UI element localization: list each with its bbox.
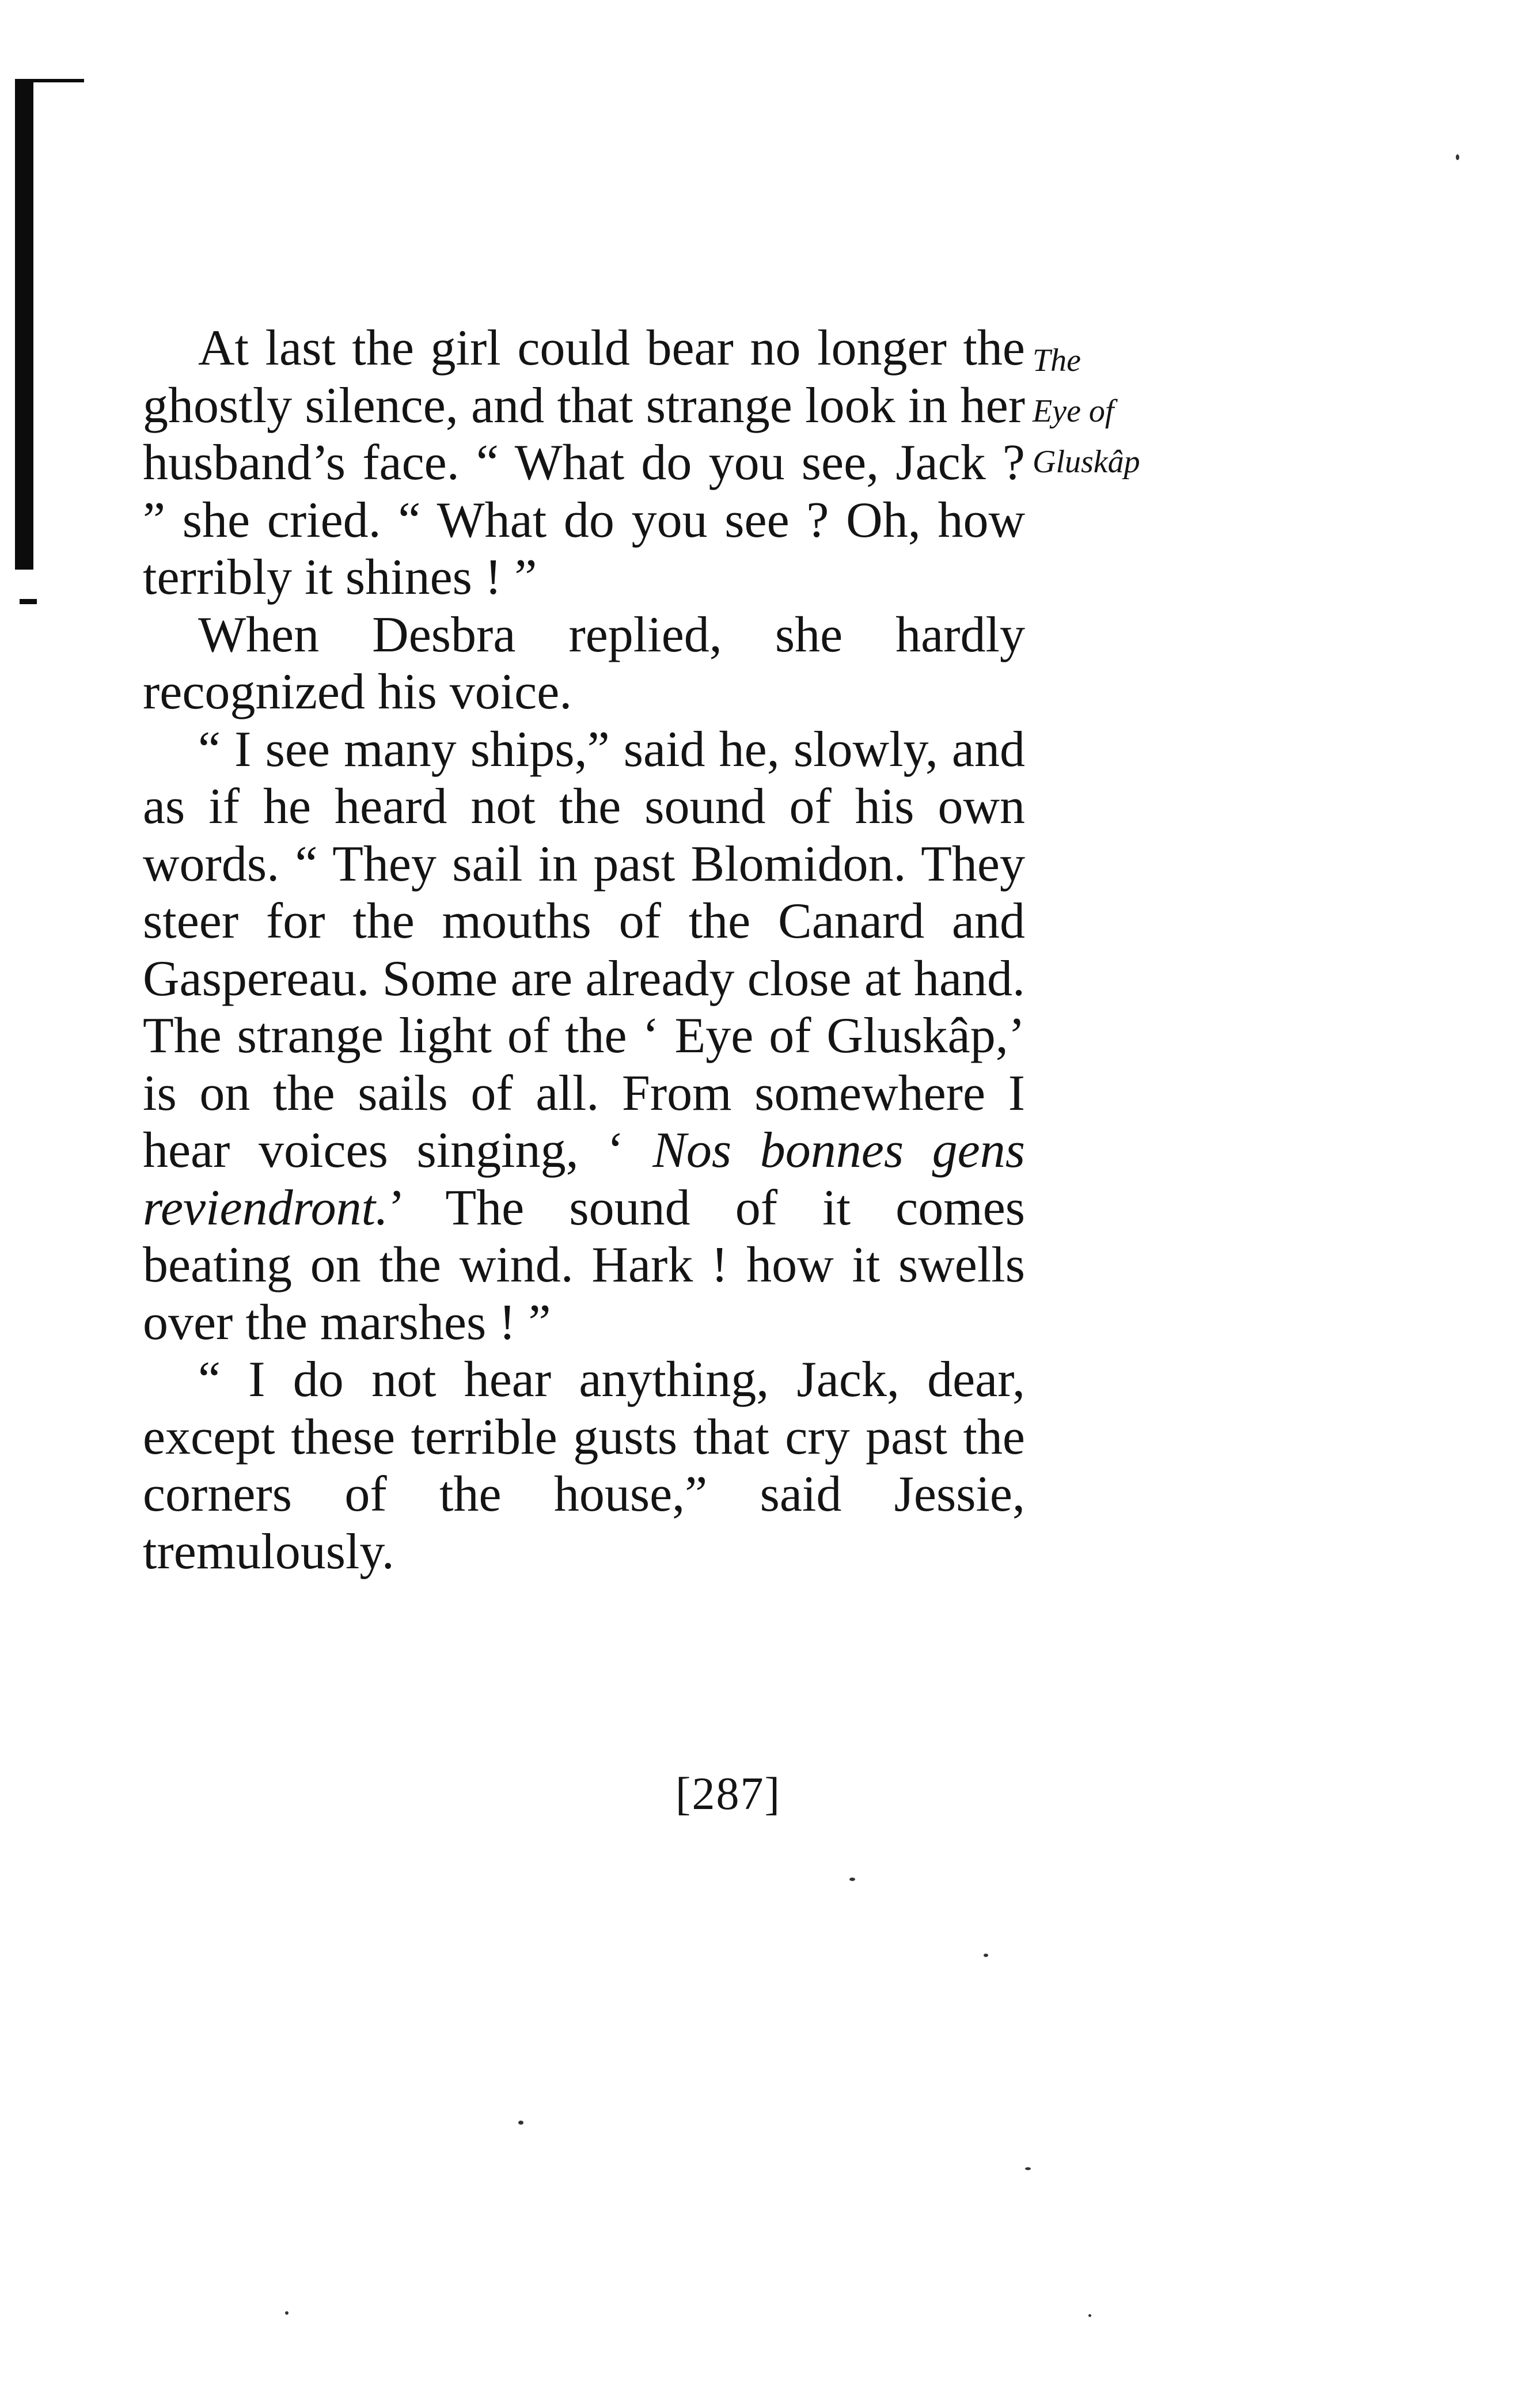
- page-body: [143, 320, 1025, 1580]
- text-run: ’ The sound of it comes beating on the wind. Hark ! how it swells over the marshes ! ”: [143, 1180, 1025, 1351]
- scan-edge-bar: [15, 79, 33, 570]
- paragraph: [143, 721, 1025, 1352]
- text-run: “ I do not hear anything, Jack, dear, except these terrible gusts that cry past the corners of the house,” said Jessie, tremulously.: [143, 1352, 1025, 1580]
- paragraph: [143, 1351, 1025, 1580]
- page-number-container: [0, 1768, 1537, 1821]
- italic-text-run: Nos bonnes gens reviendront.: [143, 1123, 1025, 1236]
- margin-note: [1033, 335, 1200, 487]
- body-text: [143, 320, 1025, 1580]
- scan-speck: [285, 2311, 289, 2315]
- paragraph: [143, 606, 1025, 721]
- page-number: [287]: [675, 1769, 781, 1819]
- margin-note-line-3: Gluskâp: [1033, 444, 1140, 480]
- paragraph: [143, 320, 1025, 606]
- scan-edge-dash: [20, 599, 37, 604]
- scan-speck: [1088, 2314, 1091, 2317]
- text-run: When Desbra replied, she hardly recognized his voice.: [143, 606, 1025, 720]
- margin-note-line-2: Eye of: [1033, 393, 1114, 429]
- scan-speck: [984, 1954, 988, 1957]
- scan-speck: [1456, 154, 1459, 160]
- scan-speck: [1025, 2167, 1031, 2170]
- scan-speck: [518, 2121, 523, 2125]
- text-run: “ I see many ships,” said he, slowly, and as if he heard not the sound of his own words. “ They sail in past Blomidon. They steer for the mouths of the Canard and Gaspereau. Some are already close at hand. The strange light of the ‘ Eye of Gluskâp,’ is on the sails of all. From somewhere I hear voices singing, ‘: [143, 721, 1025, 1178]
- scan-speck: [849, 1878, 855, 1881]
- margin-note-line-1: The: [1033, 343, 1081, 378]
- text-run: At last the girl could bear no longer the ghostly silence, and that strange look in her husband’s face. “ What do you see, Jack ? ” she cried. “ What do you see ? Oh, how terribly it shines ! ”: [143, 320, 1025, 605]
